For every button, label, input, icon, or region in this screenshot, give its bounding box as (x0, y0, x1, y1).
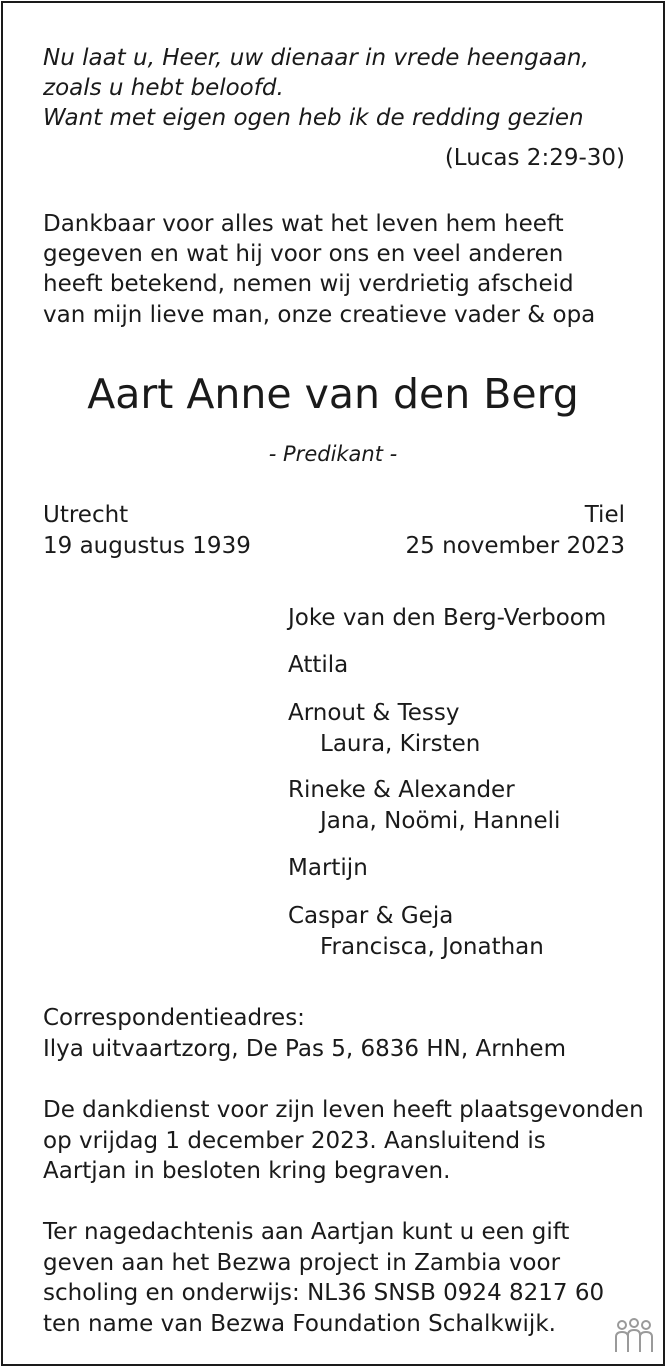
service-line: De dankdienst voor zijn leven heeft plaatsgevonden (43, 1097, 644, 1123)
gift-line: ten name van Bezwa Foundation Schalkwijk. (43, 1311, 556, 1337)
intro-line: Dankbaar voor alles wat het leven hem heeft (43, 211, 564, 237)
verse-line: zoals u hebt beloofd. (43, 75, 284, 101)
family-member-name: Rineke & Alexander (288, 777, 515, 803)
obituary-card (1, 1, 665, 1366)
intro-line: gegeven en wat hij voor ons en veel anderen (43, 241, 564, 267)
deceased-title: - Predikant - (268, 442, 398, 466)
death-date: 25 november 2023 (405, 533, 625, 559)
gift-line: geven aan het Bezwa project in Zambia voor (43, 1250, 561, 1276)
family-children: Jana, Noömi, Hanneli (320, 808, 561, 834)
correspondence-label: Correspondentieadres: (43, 1005, 305, 1031)
family-member (288, 698, 480, 760)
service-line: Aartjan in besloten kring begraven. (43, 1158, 451, 1184)
verse-line: Want met eigen ogen heb ik de redding gezien (43, 105, 584, 131)
family-member: Joke van den Berg-Verboom (288, 605, 607, 631)
family-children: Francisca, Jonathan (320, 934, 544, 960)
family-member: Martijn (288, 855, 368, 881)
service-line: op vrijdag 1 december 2023. Aansluitend is (43, 1128, 546, 1154)
intro-line: heeft betekend, nemen wij verdrietig afscheid (43, 271, 574, 297)
family-member: Attila (288, 652, 349, 678)
birth-date: 19 augustus 1939 (43, 533, 251, 559)
verse-line: Nu laat u, Heer, uw dienaar in vrede heengaan, (43, 45, 589, 71)
death-place: Tiel (584, 502, 625, 528)
birth-place: Utrecht (43, 502, 129, 528)
family-children: Laura, Kirsten (320, 731, 481, 757)
family-member (288, 901, 544, 963)
intro-line: van mijn lieve man, onze creatieve vader & opa (43, 302, 596, 328)
gift-line: Ter nagedachtenis aan Aartjan kunt u een gift (43, 1219, 570, 1245)
gift-line: scholing en onderwijs: NL36 SNSB 0924 8217 60 (43, 1280, 605, 1306)
people-group-icon (611, 1316, 657, 1356)
correspondence-address: Ilya uitvaartzorg, De Pas 5, 6836 HN, Arnhem (43, 1036, 566, 1062)
verse-reference: (Lucas 2:29-30) (444, 145, 625, 171)
family-member-name: Arnout & Tessy (288, 700, 460, 726)
family-member-name: Caspar & Geja (288, 903, 454, 929)
family-member (288, 775, 560, 837)
deceased-name: Aart Anne van den Berg (87, 370, 579, 418)
